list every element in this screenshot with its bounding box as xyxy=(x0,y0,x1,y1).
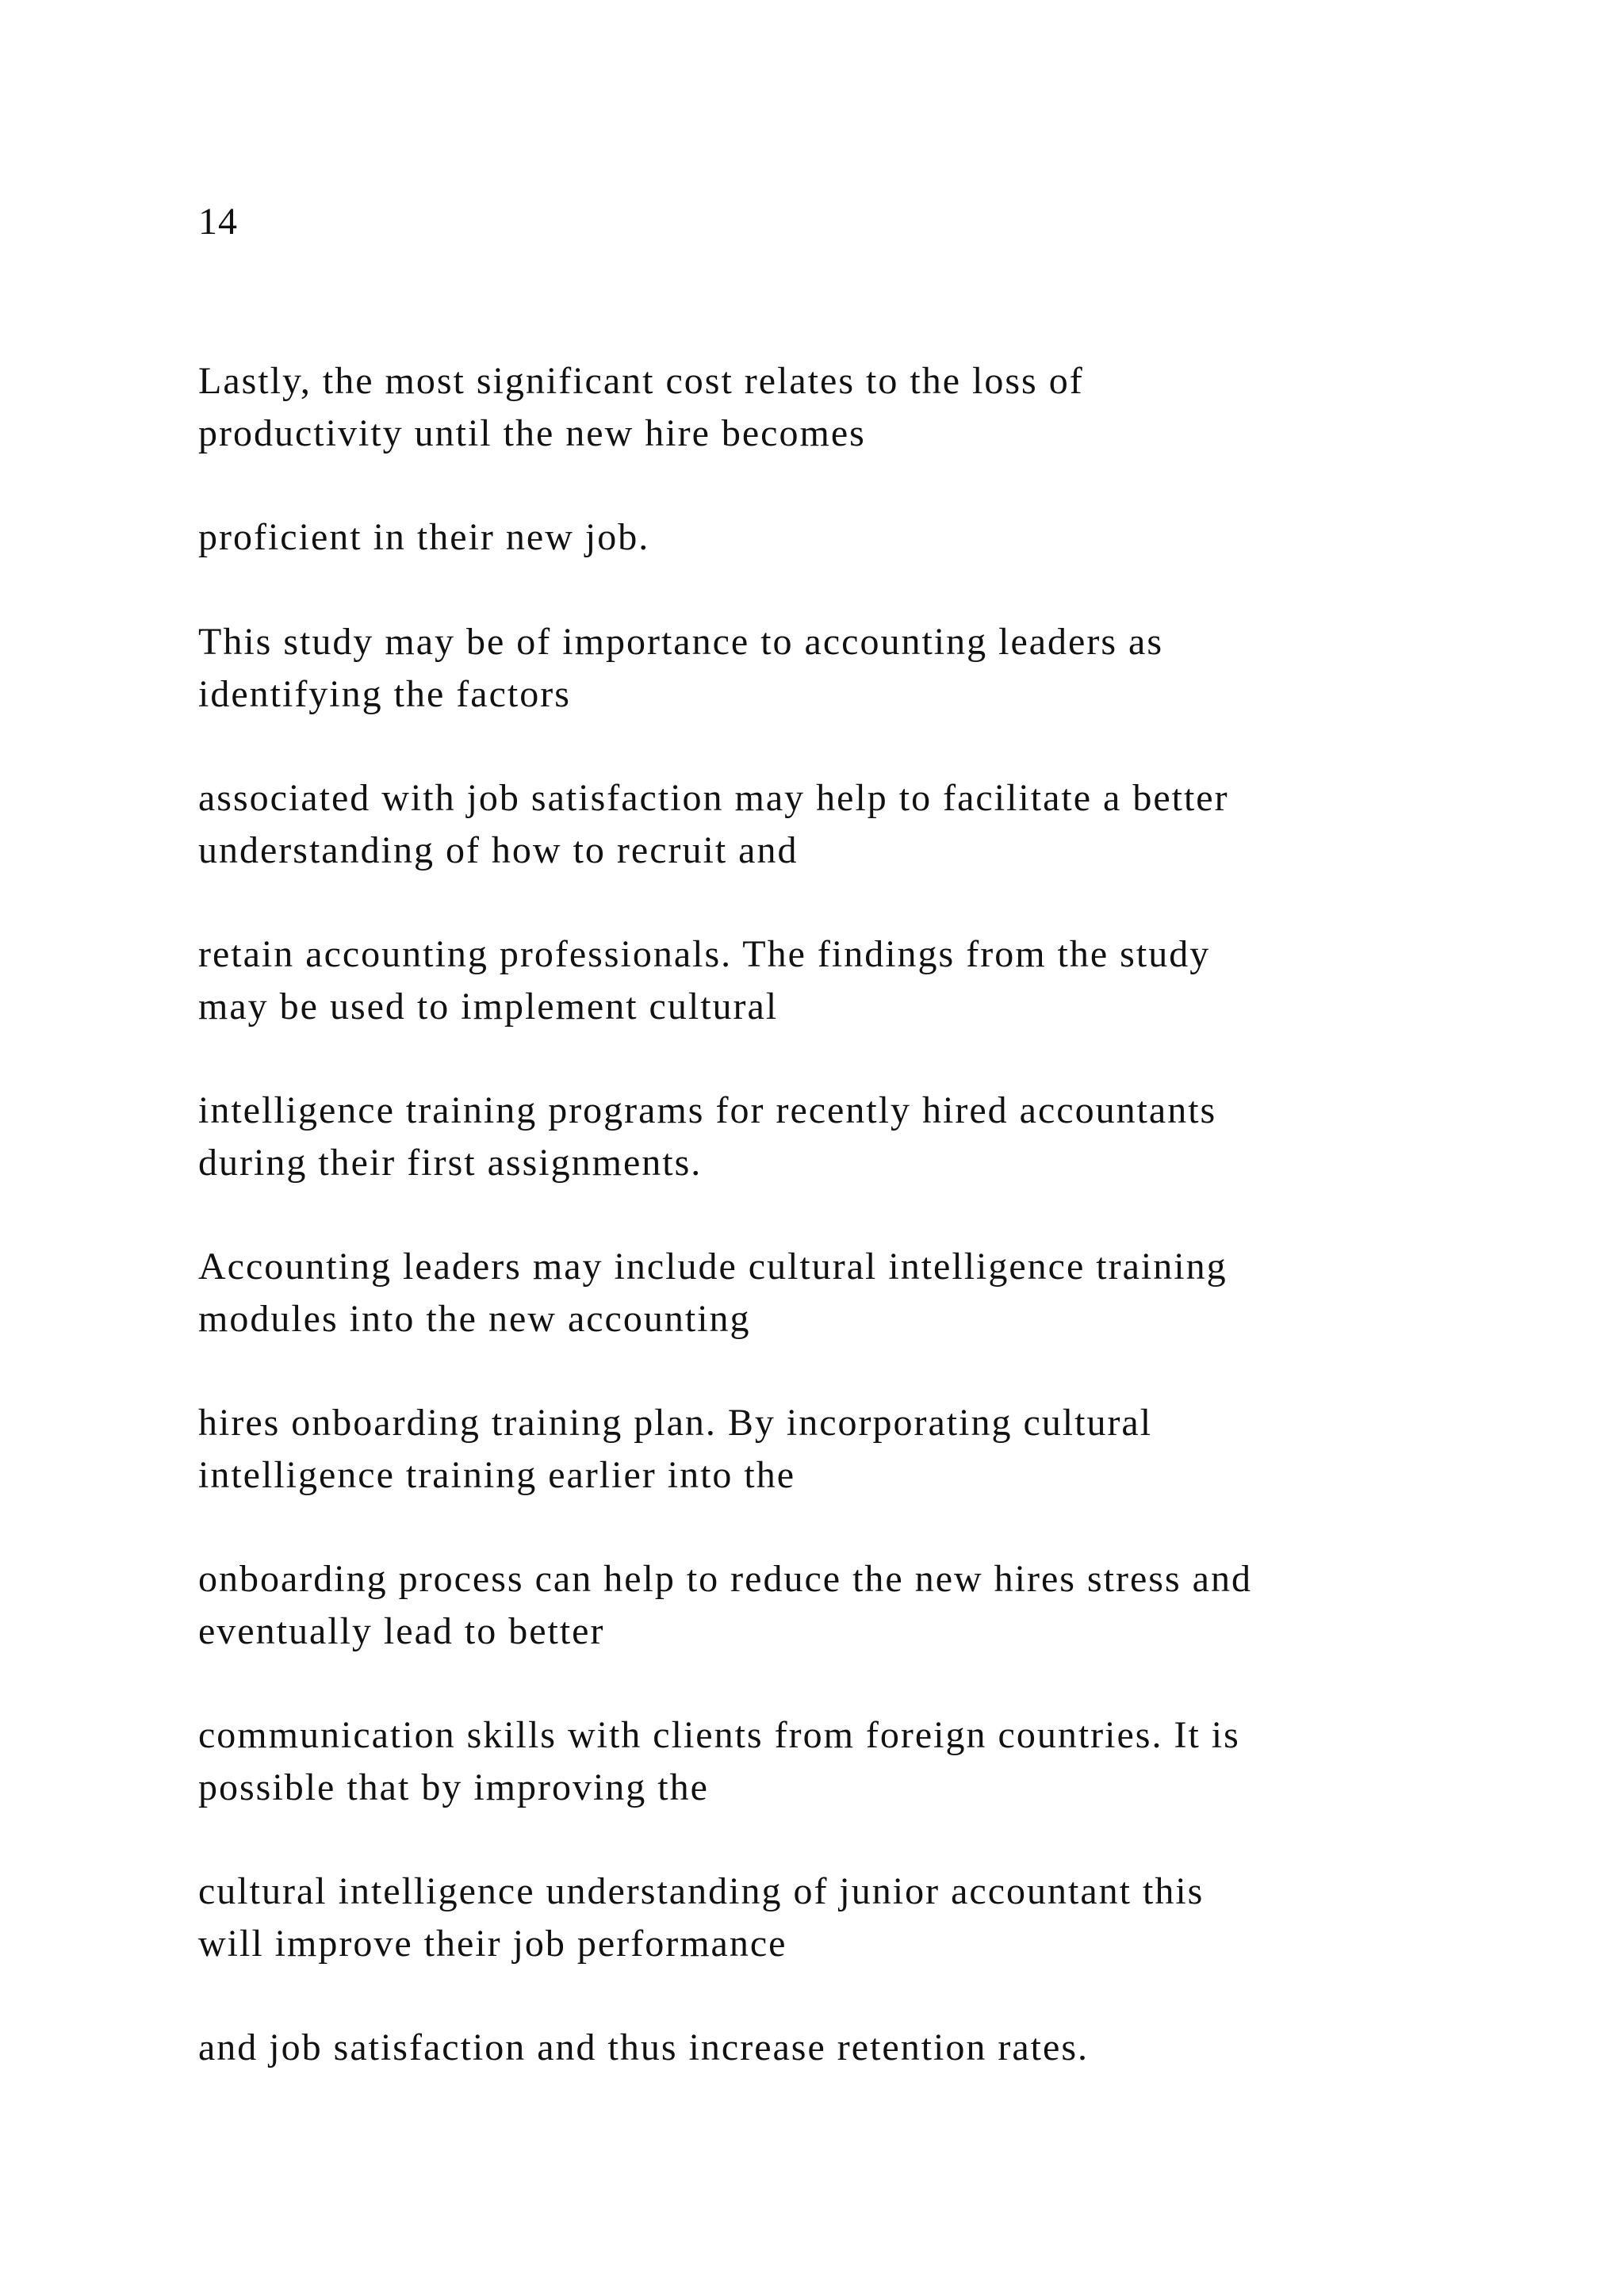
page-number: 14 xyxy=(198,201,238,243)
paragraph-3 xyxy=(198,616,1546,721)
text-line: hires onboarding training plan. By incorporating cultural xyxy=(198,1402,1153,1444)
paragraph-8 xyxy=(198,1397,1546,1502)
paragraph-1 xyxy=(198,355,1546,460)
text-line: associated with job satisfaction may help to facilitate a better xyxy=(198,777,1229,819)
paragraph-10 xyxy=(198,1709,1546,1814)
text-line: modules into the new accounting xyxy=(198,1298,751,1340)
text-line: proficient in their new job. xyxy=(198,516,650,558)
text-line: cultural intelligence understanding of junior accountant this xyxy=(198,1870,1205,1912)
text-line: This study may be of importance to accounting leaders as xyxy=(198,621,1164,663)
text-line: and job satisfaction and thus increase retention rates. xyxy=(198,2026,1089,2068)
text-line: communication skills with clients from foreign countries. It is xyxy=(198,1714,1240,1756)
text-line: retain accounting professionals. The findings from the study xyxy=(198,933,1211,975)
text-line: onboarding process can help to reduce the new hires stress and xyxy=(198,1558,1252,1600)
paragraph-4 xyxy=(198,772,1546,877)
paragraph-11 xyxy=(198,1866,1546,1970)
paragraph-6 xyxy=(198,1085,1546,1189)
text-line: understanding of how to recruit and xyxy=(198,829,799,871)
paragraph-12 xyxy=(198,2022,1546,2074)
text-line: intelligence training earlier into the xyxy=(198,1454,796,1496)
text-line: possible that by improving the xyxy=(198,1766,709,1808)
paragraph-9 xyxy=(198,1553,1546,1658)
text-line: identifying the factors xyxy=(198,673,571,715)
paragraph-7 xyxy=(198,1241,1546,1345)
text-line: intelligence training programs for recently hired accountants xyxy=(198,1089,1217,1131)
text-line: productivity until the new hire becomes xyxy=(198,412,866,454)
text-line: eventually lead to better xyxy=(198,1610,605,1652)
text-line: may be used to implement cultural xyxy=(198,985,779,1027)
paragraph-5 xyxy=(198,928,1546,1033)
paragraph-2 xyxy=(198,511,1546,564)
text-line: during their first assignments. xyxy=(198,1142,703,1184)
text-line: Lastly, the most significant cost relates to the loss of xyxy=(198,360,1084,402)
text-line: Accounting leaders may include cultural intelligence training xyxy=(198,1246,1228,1288)
text-line: will improve their job performance xyxy=(198,1923,787,1965)
